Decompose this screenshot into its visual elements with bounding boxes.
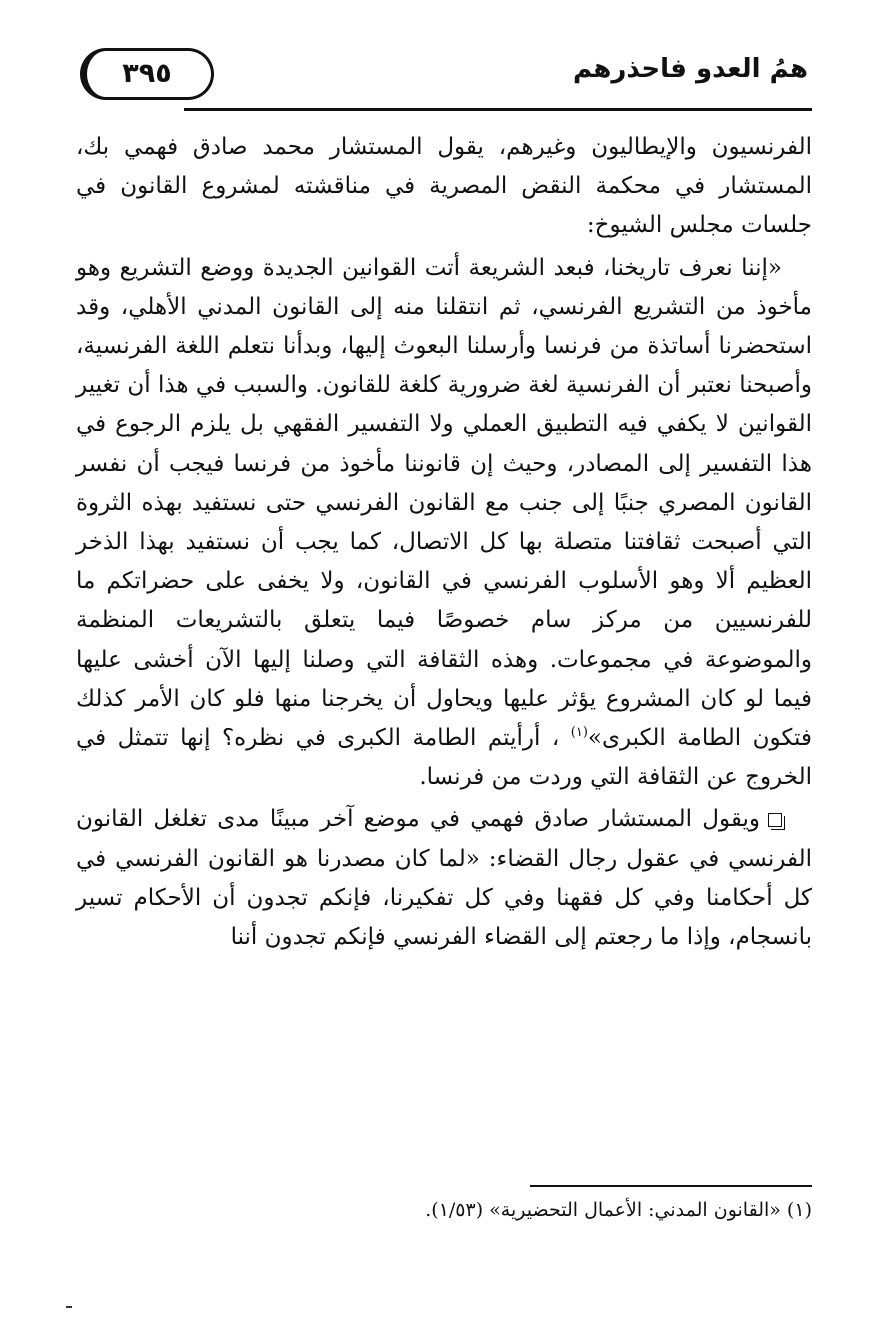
footnote: (١) «القانون المدني: الأعمال التحضيرية» (١/٥٣).: [425, 1199, 812, 1221]
running-title: همُ العدو فاحذرهم: [573, 54, 808, 84]
paragraph-2-main: «إننا نعرف تاريخنا، فبعد الشريعة أتت القوانين الجديدة ووضع التشريع وهو مأخوذ من التشريع الفرنسي، ثم انتقلنا منه إلى القانون المدني الأهلي، وقد استحضرنا أساتذة من فرنسا وأرسلنا البعوث إليها، وبدأنا نتعلم اللغة الفرنسية، وأصبحنا نعتبر أن الفرنسية لغة ضرورية كلغة للقانون. والسبب في هذا أن تغيير القوانين لا يكفي فيه التطبيق العملي ولا التفسير الفقهي بل يلزم الرجوع في هذا التفسير إلى المصادر، وحيث إن قانوننا مأخوذ من فرنسا فيجب أن نفسر القانون المصري جنبًا إلى جنب مع القانون الفرنسي حتى نستفيد بهذه الثروة التي أصبحت ثقافتنا متصلة بها كل الاتصال، كما يجب أن نستفيد بهذا الذخر العظيم ألا وهو الأسلوب الفرنسي في القانون، ولا يخفى على حضراتكم ما للفرنسيين من مركز سام خصوصًا فيما يتعلق بالتشريعات المنظمة والموضوعة في مجموعات. وهذه الثقافة التي وصلنا إليها الآن أخشى عليها فيما لو كان المشروع يؤثر عليها ويحاول أن يخرجنا منها فلو كان الأمر كذلك فتكون الطامة الكبرى»: [76, 254, 812, 752]
paragraph-3: [76, 800, 812, 957]
footnote-rule: [530, 1185, 812, 1187]
page-header: [72, 42, 812, 112]
footnote-reference: (١): [570, 725, 588, 741]
paragraph-2-tail: ، أرأيتم الطامة الكبرى في نظره؟ إنها تتمثل في الخروج عن الثقافة التي وردت من فرنسا.: [76, 725, 812, 791]
paragraph-2: [76, 249, 812, 798]
page-number-badge: [80, 48, 218, 104]
header-rule: [184, 108, 812, 111]
square-bullet-icon: [768, 813, 782, 827]
page-number: ٣٩٥: [122, 58, 172, 89]
scan-speck: [66, 1306, 72, 1308]
body-text: [76, 128, 812, 957]
paragraph-1: الفرنسيون والإيطاليون وغيرهم، يقول المستشار محمد صادق فهمي بك، المستشار في محكمة النقض المصرية في مناقشته لمشروع القانون في جلسات مجلس الشيوخ:: [76, 134, 812, 239]
paragraph-3-text: ويقول المستشار صادق فهمي في موضع آخر مبينًا مدى تغلغل القانون الفرنسي في عقول رجال القضاء: «لما كان مصدرنا هو القانون الفرنسي في كل أحكامنا وفي كل فقهنا وفي كل تفكيرنا، فإنكم تجدون أن الأحكام تسير بانسجام، وإذا ما رجعتم إلى القضاء الفرنسي فإنكم تجدون أننا: [76, 806, 812, 951]
